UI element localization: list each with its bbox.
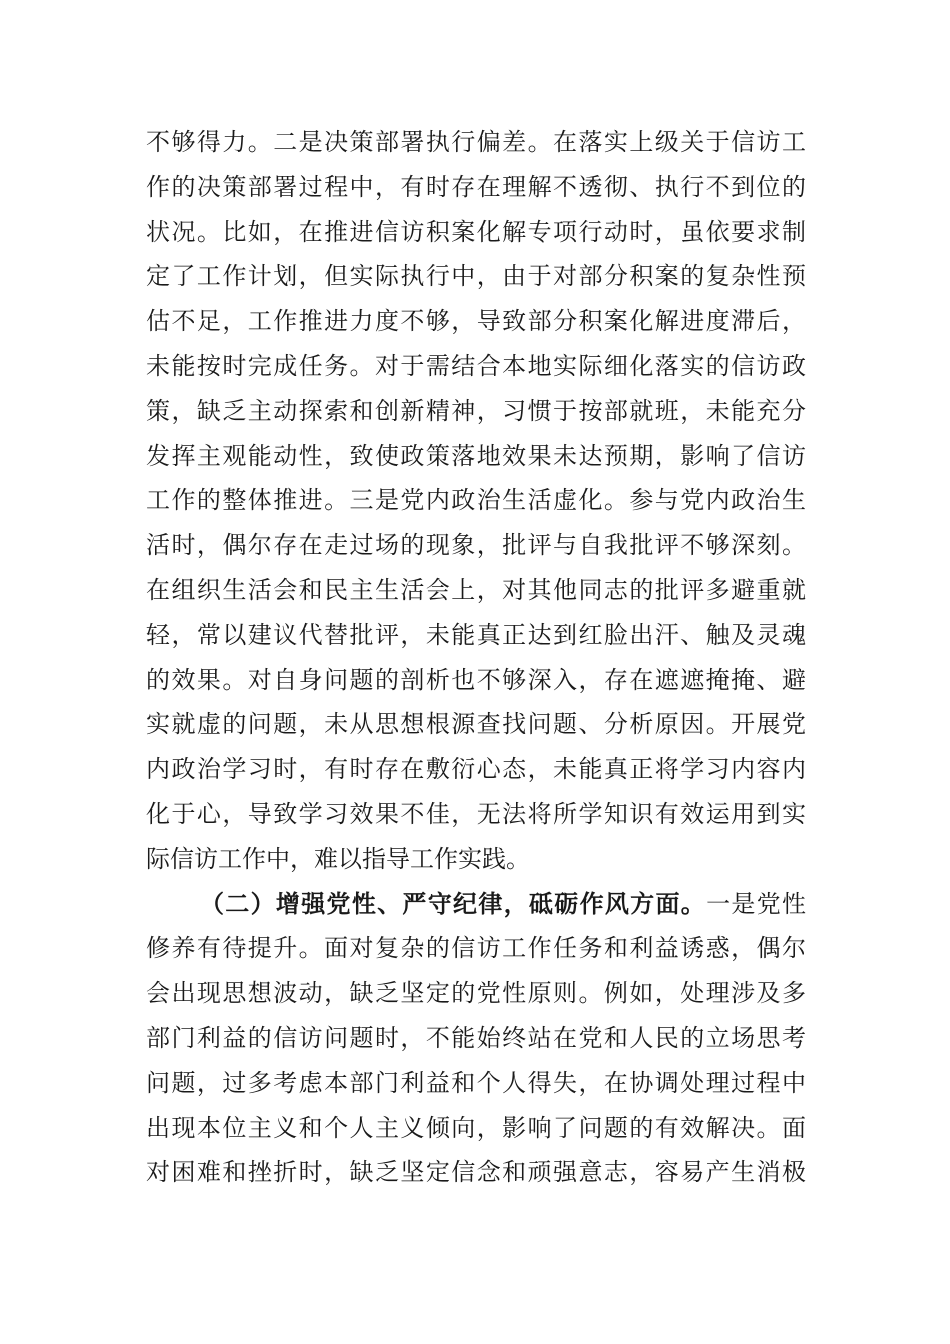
text-line: 策，缺乏主动探索和创新精神，习惯于按部就班，未能充分 <box>146 396 806 425</box>
text-line: 发挥主观能动性，致使政策落地效果未达预期，影响了信访 <box>146 441 806 470</box>
text-line: 实就虚的问题，未从思想根源查找问题、分析原因。开展党 <box>146 710 806 739</box>
text-line: 内政治学习时，有时存在敷衍心态，未能真正将学习内容内 <box>146 755 806 784</box>
text-line: 部门利益的信访问题时，不能始终站在党和人民的立场思考 <box>146 1023 806 1052</box>
text-line: 问题，过多考虑本部门利益和个人得失，在协调处理过程中 <box>146 1068 806 1097</box>
heading-line-continuation: 一是党性 <box>706 889 806 918</box>
text-line: 会出现思想波动，缺乏坚定的党性原则。例如，处理涉及多 <box>146 979 806 1008</box>
text-line: 轻，常以建议代替批评，未能真正达到红脸出汗、触及灵魂 <box>146 620 806 649</box>
text-line: 未能按时完成任务。对于需结合本地实际细化落实的信访政 <box>146 351 806 380</box>
text-line: 定了工作计划，但实际执行中，由于对部分积案的复杂性预 <box>146 262 806 291</box>
section-heading: （二）增强党性、严守纪律，砥砺作风方面。 <box>200 888 707 918</box>
text-line: 际信访工作中，难以指导工作实践。 <box>146 844 530 873</box>
body-text <box>146 120 806 1195</box>
text-line: 修养有待提升。面对复杂的信访工作任务和利益诱惑，偶尔 <box>146 934 806 963</box>
text-line: 不够得力。二是决策部署执行偏差。在落实上级关于信访工 <box>146 128 806 156</box>
text-line: 活时，偶尔存在走过场的现象，批评与自我批评不够深刻。 <box>146 531 806 560</box>
text-line: 化于心，导致学习效果不佳，无法将所学知识有效运用到实 <box>146 799 806 828</box>
text-line: 出现本位主义和个人主义倾向，影响了问题的有效解决。面 <box>146 1113 806 1142</box>
text-line: 作的决策部署过程中，有时存在理解不透彻、执行不到位的 <box>146 172 806 201</box>
text-line: 在组织生活会和民主生活会上，对其他同志的批评多避重就 <box>146 575 806 604</box>
text-line: 的效果。对自身问题的剖析也不够深入，存在遮遮掩掩、避 <box>146 665 806 694</box>
text-line: 状况。比如，在推进信访积案化解专项行动时，虽依要求制 <box>146 217 806 246</box>
text-line: 对困难和挫折时，缺乏坚定信念和顽强意志，容易产生消极 <box>146 1158 806 1187</box>
text-line: 工作的整体推进。三是党内政治生活虚化。参与党内政治生 <box>146 486 806 515</box>
text-line: 估不足，工作推进力度不够，导致部分积案化解进度滞后， <box>146 307 806 336</box>
section-heading-line <box>146 882 806 927</box>
